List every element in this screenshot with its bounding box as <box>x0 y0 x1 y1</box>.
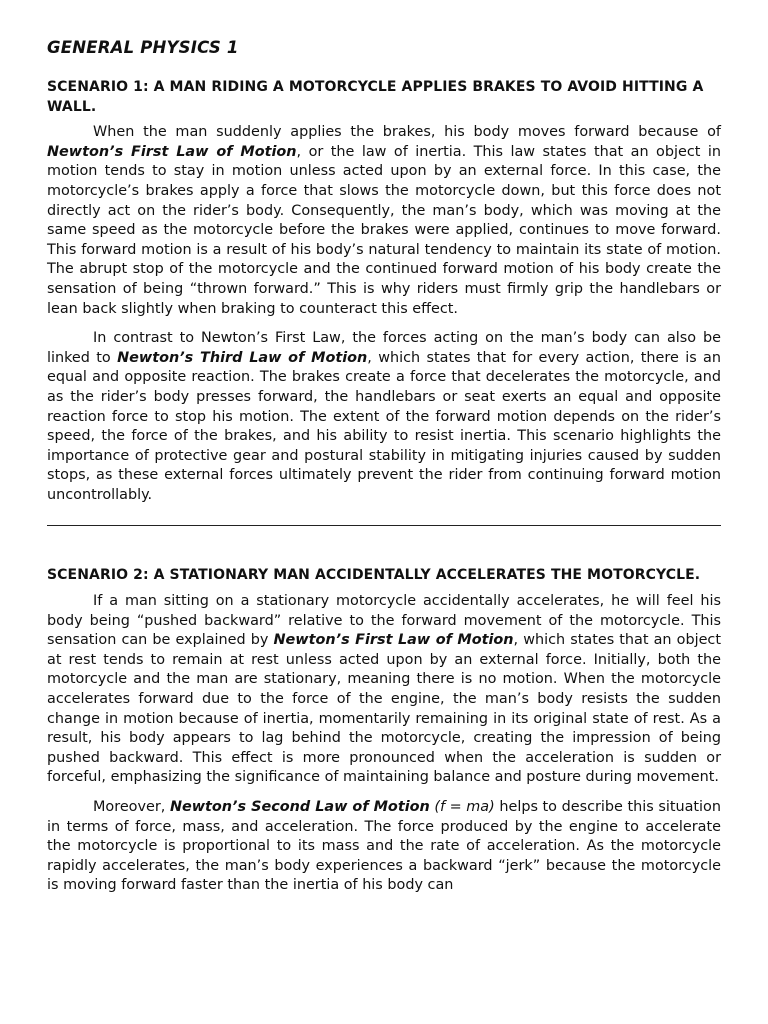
section-divider <box>47 525 721 526</box>
scenario-2-paragraph-2 <box>47 798 721 896</box>
document-page <box>47 38 721 906</box>
document-title: GENERAL PHYSICS 1 <box>47 38 239 57</box>
law-reference: Newton’s First Law of Motion <box>47 143 297 160</box>
law-reference: Newton’s Second Law of Motion <box>169 799 430 815</box>
paragraph-text: , or the law of inertia. This law states that an object in motion tends to stay in motion unless acted upon by an external force. In this case, the motorcycle’s brakes apply a force that slows the motorcycle down, but this force does not directly act on the rider’s body. Consequently, the man’s body, which was moving at the same speed as the motorcycle before the brakes were applied, continues to move forward. This forward motion is a result of his body’s natural tendency to maintain its state of motion. The abrupt stop of the motorcycle and the continued forward motion of his body create the sensation of being “thrown forward.” This is why riders must firmly grip the handlebars or lean back slightly when braking to counteract this effect. <box>47 143 721 317</box>
paragraph-text: When the man suddenly applies the brakes, his body moves forward because of <box>93 124 721 141</box>
law-reference: Newton’s First Law of Motion <box>273 632 514 649</box>
scenario-1-paragraph-2 <box>47 329 721 505</box>
paragraph-text: , which states that for every action, there is an equal and opposite reaction. The brakes create a force that decelerates the motorcycle, and as the rider’s body presses forward, the handlebars or seat exerts an equal and opposite reaction force to stop his motion. The extent of the forward motion depends on the rider’s speed, the force of the brakes, and his ability to resist inertia. This scenario highlights the importance of protective gear and postural stability in mitigating injuries caused by sudden stops, as these external forces ultimately prevent the rider from continuing forward motion uncontrollably. <box>47 349 721 503</box>
paragraph-text: In contrast to Newton’s First Law, the forces acting on the man’s body can also be linked to <box>47 330 721 366</box>
formula: (f = ma) <box>429 799 495 815</box>
scenario-2-heading: SCENARIO 2: A STATIONARY MAN ACCIDENTALLY ACCELERATES THE MOTORCYCLE. <box>47 567 701 584</box>
scenario-1-paragraph-1 <box>47 123 721 319</box>
law-reference: Newton’s Third Law of Motion <box>117 349 368 366</box>
paragraph-text: , which states that an object at rest tends to remain at rest unless acted upon by an external force. Initially, both the motorcycle and the man are stationary, meaning there is no motion. When the motorcycle accelerates forward due to the force of the engine, the man’s body resists the sudden change in motion because of inertia, momentarily remaining in its original state of rest. As a result, his body appears to lag behind the motorcycle, creating the impression of being pushed backward. This effect is more pronounced when the acceleration is sudden or forceful, emphasizing the significance of maintaining balance and posture during movement. <box>47 632 721 786</box>
scenario-2-paragraph-1 <box>47 592 721 788</box>
paragraph-text: Moreover, <box>93 799 170 815</box>
paragraph-text: If a man sitting on a stationary motorcycle accidentally accelerates, he will feel his body being “pushed backward” relative to the forward movement of the motorcycle. This sensation can be explained by <box>47 593 721 649</box>
scenario-1-heading: SCENARIO 1: A MAN RIDING A MOTORCYCLE APPLIES BRAKES TO AVOID HITTING A WALL. <box>47 79 704 115</box>
paragraph-text: helps to describe this situation in terms of force, mass, and acceleration. The force produced by the engine to accelerate the motorcycle is proportional to its mass and the rate of acceleration. As the motorcycle rapidly accelerates, the man’s body experiences a backward “jerk” because the motorcycle is moving forward faster than the inertia of his body can <box>47 799 721 894</box>
